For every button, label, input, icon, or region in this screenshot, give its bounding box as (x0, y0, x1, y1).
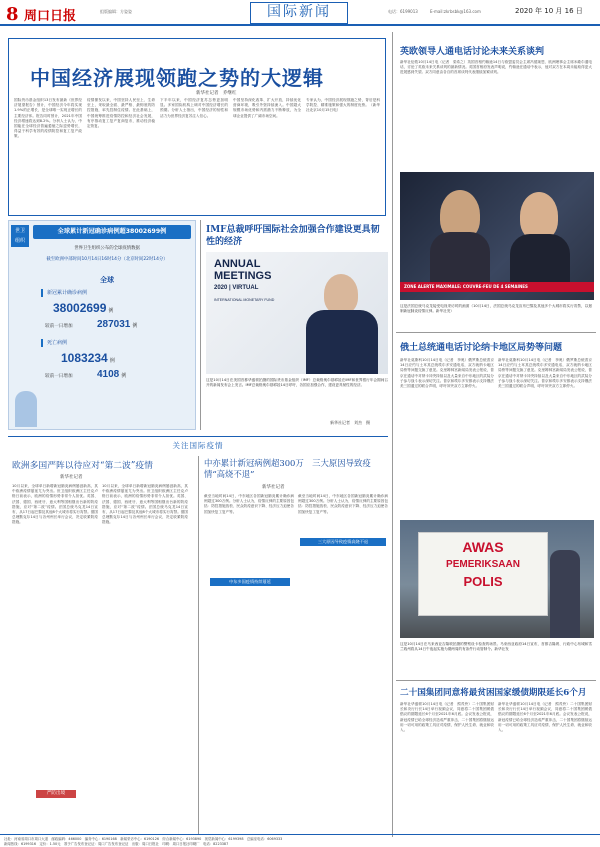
imf-banner-text (214, 258, 274, 306)
police-sign (418, 532, 548, 616)
footer-line-1: 社址：河南省周口市周口大道 邮政编码：466000 编务中心：6190168 新闻采访中心：6190126 综合新闻中心：6193890 视觉新闻中心：6199398 总编室电话：6069333 (4, 837, 283, 841)
imf-caption: 这是10月14日在美国首都华盛顿拍摄的国际货币基金组织（IMF）总裁格奥尔基耶娃在IMF和世界银行年会期间召开的新闻发布会上发言。IMF总裁格奥尔基耶娃14日呼吁，各国应加强合作，建设更具韧性的经济。 (206, 378, 388, 388)
who-tag-line-1: 世卫 (14, 228, 25, 234)
lead-col-4: 中国坚持深化改革、扩大开放，持续优化营商环境，吸引外资持续流入。中国超大规模市场优势和内需潜力不断释放，为全球企业提供了广阔市场空间。 (233, 98, 301, 118)
imf-banner-line-2: MEETINGS (214, 270, 272, 282)
tv-banner: ZONE ALERTE MAXIMALE: COUVRE-FEU DE 4 SEMAINES (400, 282, 594, 292)
imf-banner-line-4: INTERNATIONAL MONETARY FUND (214, 298, 275, 302)
phone-line: 电话：6199013 (388, 9, 418, 14)
imf-photo (206, 252, 388, 374)
lead-byline: 新华社记者 乔继红 (196, 91, 237, 96)
footer-rule (0, 834, 600, 835)
mideast-body-1: 截至当地时间14日，中东地区各国新冠肺炎累计确诊病例超过300万例。分析人士认为，疫情反弹的主要原因包括：防控措施放松、民众防疫意识下降、经济压力迫使各国加快复工复产等。 (204, 494, 294, 514)
europe-headline: 欧洲多国严阵以待应对“第二波”疫情 (12, 461, 153, 471)
speaker-head (324, 274, 358, 314)
death-unit: 例 (109, 358, 115, 364)
person-left-body (430, 232, 490, 282)
new-cases-label: 较前一日增加 (45, 324, 73, 329)
death-new-unit: 例 (121, 373, 127, 379)
mideast-subhead-2: 中东多国疫情持续蔓延 (210, 578, 290, 586)
death-row (61, 351, 115, 365)
malaysia-caption: 这是10月14日在马来西亚吉隆坡拍摄的警察设卡检查的场景。马来西亚政府14日宣布，首都吉隆坡、行政中心布城和雪兰莪州将从14日午夜起实施为期两周的有条件行动管制令。新华社发 (400, 642, 592, 652)
g20-body-1: 新华社华盛顿10月14日电（记者 熊茂伶）二十国集团财长和央行行长14日举行视频会议，同意将二十国集团缓债倡议的期限延长6个月至2021年6月底。会议发表公报说，新冠疫情已给全球经济造成严重冲击，二十国集团将继续运用一切可用的政策工具应对疫情，保护人民生命、就业和收入。 (400, 702, 494, 733)
stats-source: 世界卫生组织公布的全球疫情数据 (74, 246, 140, 251)
mideast-subhead-1: 三大原因导致疫情高烧不退 (300, 538, 386, 546)
issue-date: 2020 年 10 月 16 日 (515, 7, 583, 15)
mideast-body-2: 截至当地时间14日，中东地区各国新冠肺炎累计确诊病例超过300万例。分析人士认为，疫情反弹的主要原因包括：防控措施放松、民众防疫意识下降、经济压力迫使各国加快复工复产等。 (298, 494, 388, 514)
mideast-byline: 新华社记者 (262, 485, 285, 490)
uk-eu-headline: 英欧领导人通电话讨论未来关系谈判 (400, 47, 545, 57)
focus-rule (8, 436, 388, 437)
imf-headline: IMF总裁呼吁国际社会加强合作建设更具韧性的经济 (206, 225, 380, 247)
new-cases-count: 287031 (97, 319, 131, 330)
confirmed-row (53, 301, 173, 315)
newspaper-name: 周口日报 (24, 9, 77, 24)
officer-figure (550, 550, 580, 638)
death-label: 死亡病例 (41, 339, 171, 347)
page-number: 8 (6, 4, 19, 25)
footer-line-2: 新闻热线：6199316 定价：1.50元 准予广告发布登记证：周口广告发布登记证 出版：周口日报社 印刷：周口日报社印刷厂 电话：8223387 (4, 842, 229, 846)
sign-line-1: AWAS (462, 539, 504, 555)
sign-line-2: PEMERIKSAAN (446, 559, 520, 570)
stats-title: 全球累计新冠确诊病例超38002699例 (33, 225, 191, 239)
malaysia-photo (400, 520, 594, 638)
new-cases-unit: 例 (132, 323, 138, 329)
death-new-count: 4108 (97, 369, 120, 380)
russia-turkey-body-2: 新华社莫斯科10月14日电（记者 李奥）俄罗斯总统普京14日应约与土耳其总统埃尔多安通电话，双方就纳卡地区局势等问题交换了意见。克里姆林宫新闻局发表公报说，普京在通话中对纳卡冲突持续以及大量来自中东地区的武装分子参与战斗表示深切关注。普京和埃尔多安都表示支持俄法美三国通过的联合声明，呼吁冲突双方立即停火。 (498, 358, 592, 389)
imf-banner-line-1: ANNUAL (214, 258, 261, 270)
column-divider (198, 456, 199, 834)
europe-byline: 新华社记者 (60, 475, 83, 480)
divider (396, 680, 596, 681)
mideast-headline: 中亦累计新冠病例超300万 三大原因导致疫情“高烧不退” (204, 458, 371, 479)
macron-photo (400, 172, 594, 300)
death-new-label: 较前一日增加 (45, 374, 73, 379)
focus-label: 关注国际疫情 (172, 441, 224, 450)
europe-body-2: 10月以来，全球单日新增新冠肺炎病例屡创新高，其中欧洲疫情蔓延尤为突出。世卫组织欧洲区主任克卢格日前表示，欧洲的疫情形势非常令人担忧。英国、法国、德国、西班牙、意大利等国相继出台新的防疫措施，应对“第二波”疫情。法国总统马克龙14日宣布，从17日起巴黎及其他8个大城市将实行宵禁。德国总理默克尔14日与各州州长举行会议，决定收紧防疫措施。 (102, 484, 188, 525)
who-tag (11, 225, 29, 247)
person-right-body (510, 234, 570, 284)
divider (396, 332, 596, 333)
column-divider (392, 32, 393, 837)
lead-col-3: 下半年以来，中国经济复苏态势更加明显。多家国际机构上调对中国经济增长的预期。分析人士指出，中国经济的韧性和活力为世界经济复苏注入信心。 (160, 98, 228, 118)
g20-headline: 二十国集团同意将最贫困国家缓债期限延长6个月 (400, 688, 587, 698)
death-count: 1083234 (61, 351, 108, 365)
imf-banner-line-3: 2020 | VIRTUAL (214, 285, 259, 291)
email-line: E-mail:zkrbsbk@163.com (430, 9, 481, 14)
confirmed-count: 38002699 (53, 301, 107, 315)
editor-line: 组版编辑：方姿姿 (100, 9, 132, 14)
column-divider (200, 220, 201, 430)
death-new-row (97, 369, 126, 380)
section-title: 国际新闻 (250, 2, 348, 24)
covid-stats-box (8, 220, 196, 430)
lead-col-5: 专家认为，中国经济展现领跑之势，背后是科学防控、精准施策和强大的制度优势。（新华社北京10月15日电） (306, 98, 380, 113)
speaker-body (306, 310, 378, 374)
new-cases-row (97, 319, 137, 330)
russia-turkey-body-1: 新华社莫斯科10月14日电（记者 李奥）俄罗斯总统普京14日应约与土耳其总统埃尔多安通电话，双方就纳卡地区局势等问题交换了意见。克里姆林宫新闻局发表公报说，普京在通话中对纳卡冲突持续以及大量来自中东地区的武装分子参与战斗表示深切关注。普京和埃尔多安都表示支持俄法美三国通过的联合声明，呼吁冲突双方立即停火。 (400, 358, 494, 389)
uk-eu-body: 新华社伦敦10月14日电（记者 梁希之）英国首相约翰逊14日与欧盟委员会主席冯德莱恩、欧洲理事会主席米歇尔通电话，讨论了英欧未来关系谈判的最新情况。英国首相府发表声明说，约翰逊在通话中表示，他对双方在本周未能取得更大进展感到失望。双方同意由各自的首席谈判代表继续加紧谈判。 (400, 60, 592, 75)
g20-body-2: 新华社华盛顿10月14日电（记者 熊茂伶）二十国集团财长和央行行长14日举行视频会议，同意将二十国集团缓债倡议的期限延长6个月至2021年6月底。会议发表公报说，新冠疫情已给全球经济造成严重冲击，二十国集团将继续运用一切可用的政策工具应对疫情，保护人民生命、就业和收入。 (498, 702, 592, 733)
person-right-head (520, 192, 558, 240)
stats-period: 截至欧洲中部时间10月14日16时14分（北京时间22时14分） (46, 257, 168, 262)
globe-graphic (15, 391, 37, 427)
who-tag-line-2: 组织 (14, 238, 25, 244)
lead-col-1: 国际货币基金组织13日发布最新《世界经济展望报告》预计，中国经济今年将实现1.9%的正增长，是全球唯一实现正增长的主要经济体。报告同时预计，2021年中国经济增速将达到8.2%。分析人士认为，中国能在全球经济普遍萎缩之际逆势增长，得益于科学有效的疫情防控和复工复产政策。 (14, 98, 82, 139)
europe-body-1: 10月以来，全球单日新增新冠肺炎病例屡创新高，其中欧洲疫情蔓延尤为突出。世卫组织欧洲区主任克卢格日前表示，欧洲的疫情形势非常令人担忧。英国、法国、德国、西班牙、意大利等国相继出台新的防疫措施，应对“第二波”疫情。法国总统马克龙14日宣布，从17日起巴黎及其他8个大城市将实行宵禁。德国总理默克尔14日与各州州长举行会议，决定收紧防疫措施。 (12, 484, 98, 525)
page-header (0, 0, 600, 26)
sign-line-3: POLIS (463, 574, 503, 589)
lead-headline: 中国经济展现领跑之势的大逻辑 (30, 66, 324, 90)
russia-turkey-headline: 俄土总统通电话讨论纳卡地区局势等问题 (400, 343, 563, 353)
confirmed-unit: 例 (108, 308, 114, 314)
europe-subhead: 严防出境 (36, 790, 76, 798)
confirmed-label: 新冠累计确诊病例 (41, 289, 171, 297)
stats-global-label: 全球 (100, 276, 114, 284)
imf-photo-credit: 新华社记者 刘杰 摄 (330, 420, 370, 425)
lead-col-2: 疫情暴发以来，中国坚持人民至上、生命至上，采取最全面、最严格、最彻底的防控措施，率先控制住疫情。在此基础上，中国统筹推进疫情防控和经济社会发展，有序推动复工复产复商复市，推动经济稳定恢复。 (87, 98, 155, 129)
macron-caption: 这是法国总统马克龙接受电视采访时的画面（10月14日，法国总统马克龙宣布巴黎及其他多个大城市将实行宵禁，以遏制新冠肺炎疫情反弹。新华社发） (400, 304, 592, 314)
